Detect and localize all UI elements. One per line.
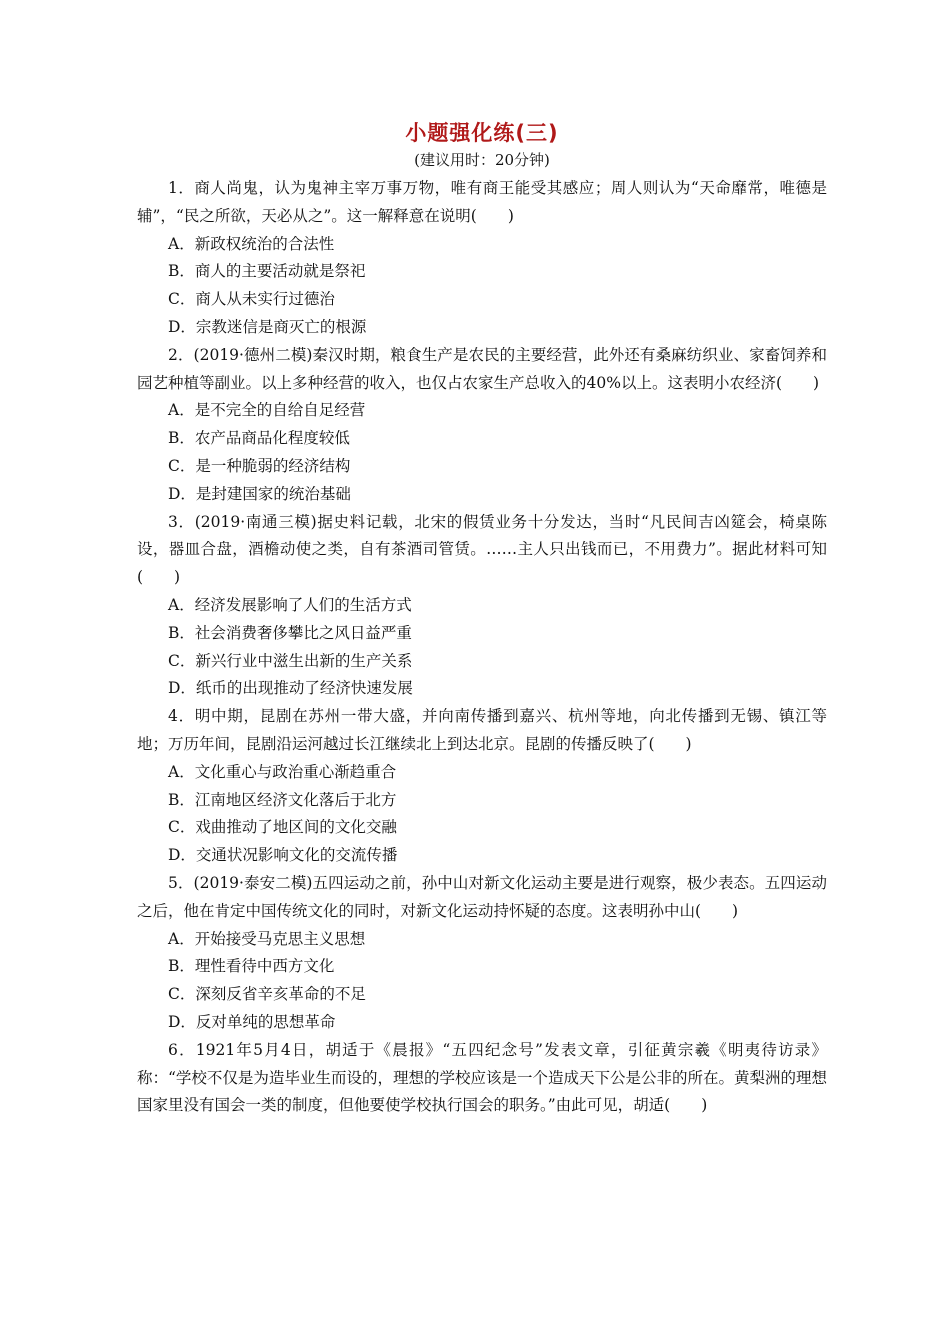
option-list — [137, 592, 827, 703]
option-c: C．戏曲推动了地区间的文化交融 — [168, 818, 397, 837]
option-b: B．江南地区经济文化落后于北方 — [168, 790, 397, 809]
question-stem: 6．1921年5月4日，胡适于《晨报》“五四纪念号”发表文章，引征黄宗羲《明夷待访录》称：“学校不仅是为造毕业生而设的，理想的学校应该是一个造成天下公是公非的所在。黄梨洲的理想国家里没有国会一类的制度，但他要使学校执行国会的职务。”由此可见，胡适( ) — [137, 1040, 827, 1115]
option-list — [137, 926, 827, 1037]
page-title: 小题强化练(三) — [405, 121, 559, 145]
document-page — [137, 118, 827, 1120]
option-a: A．文化重心与政治重心渐趋重合 — [168, 762, 397, 781]
option-a: A．是不完全的自给自足经营 — [168, 401, 366, 420]
option-b: B．商人的主要活动就是祭祀 — [168, 262, 366, 281]
question-3 — [137, 509, 827, 704]
question-stem: 3．(2019·南通三模)据史料记载，北宋的假赁业务十分发达，当时“凡民间吉凶筵会，椅桌陈设，器皿合盘，酒檐动使之类，自有茶酒司管赁。……主人只出钱而已，不用费力”。据此材料可知( ) — [137, 512, 827, 587]
question-5 — [137, 870, 827, 1037]
question-6 — [137, 1037, 827, 1120]
question-stem: 4．明中期，昆剧在苏州一带大盛，并向南传播到嘉兴、杭州等地，向北传播到无锡、镇江等地；万历年间，昆剧沿运河越过长江继续北上到达北京。昆剧的传播反映了( ) — [137, 707, 827, 753]
option-d: D．交通状况影响文化的交流传播 — [168, 846, 398, 865]
option-c: C．深刻反省辛亥革命的不足 — [168, 985, 366, 1004]
option-list — [137, 231, 827, 342]
option-b: B．理性看待中西方文化 — [168, 957, 335, 976]
option-c: C．商人从未实行过德治 — [168, 290, 335, 309]
option-a: A．经济发展影响了人们的生活方式 — [168, 595, 412, 614]
option-c: C．新兴行业中滋生出新的生产关系 — [168, 651, 413, 670]
option-list — [137, 759, 827, 870]
option-d: D．是封建国家的统治基础 — [168, 484, 351, 503]
question-4 — [137, 703, 827, 870]
option-d: D．纸币的出现推动了经济快速发展 — [168, 679, 413, 698]
option-list — [137, 397, 827, 508]
question-2 — [137, 342, 827, 509]
option-d: D．宗教迷信是商灭亡的根源 — [168, 317, 367, 336]
question-stem: 1．商人尚鬼，认为鬼神主宰万事万物，唯有商王能受其感应；周人则认为“天命靡常，唯德是辅”，“民之所欲，天必从之”。这一解释意在说明( ) — [137, 179, 827, 225]
option-d: D．反对单纯的思想革命 — [168, 1012, 336, 1031]
question-1 — [137, 175, 827, 342]
option-a: A．新政权统治的合法性 — [168, 234, 335, 253]
suggested-time: (建议用时：20分钟) — [414, 151, 550, 169]
option-b: B．社会消费奢侈攀比之风日益严重 — [168, 623, 412, 642]
option-b: B．农产品商品化程度较低 — [168, 429, 350, 448]
question-stem: 2．(2019·德州二模)秦汉时期，粮食生产是农民的主要经营，此外还有桑麻纺织业、家畜饲养和园艺种植等副业。以上多种经营的收入，也仅占农家生产总收入的40%以上。这表明小农经济( ) — [137, 345, 827, 392]
option-c: C．是一种脆弱的经济结构 — [168, 456, 351, 475]
question-stem: 5．(2019·泰安二模)五四运动之前，孙中山对新文化运动主要是进行观察，极少表态。五四运动之后，他在肯定中国传统文化的同时，对新文化运动持怀疑的态度。这表明孙中山( ) — [137, 873, 827, 920]
option-a: A．开始接受马克思主义思想 — [168, 929, 366, 948]
